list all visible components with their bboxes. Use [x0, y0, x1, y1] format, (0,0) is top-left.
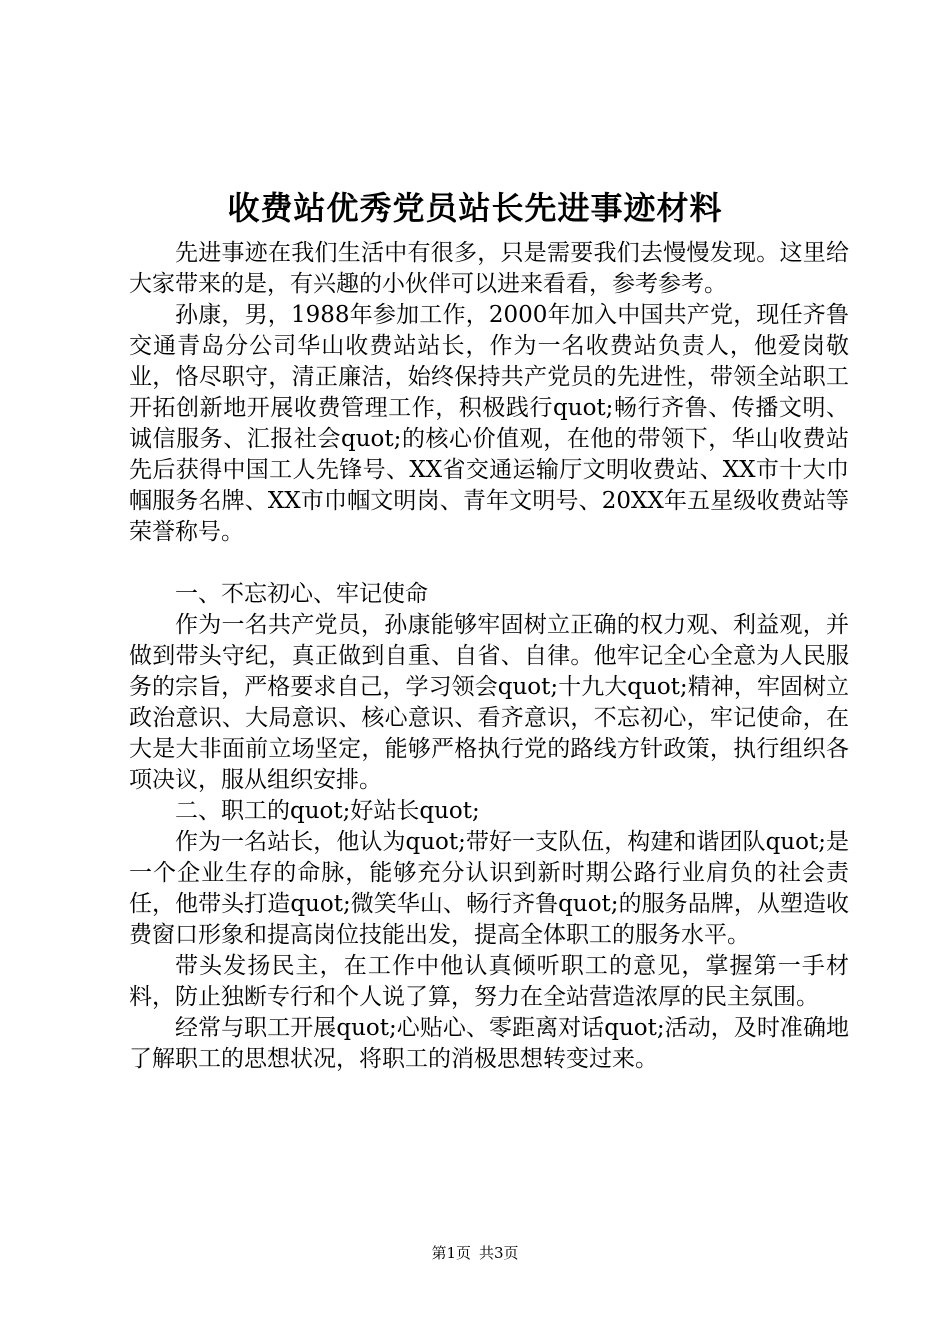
- page-number-total: 共3页: [479, 1244, 519, 1262]
- section-2-paragraph-3: 经常与职工开展quot;心贴心、零距离对话quot;活动，及时准确地了解职工的思想状况，将职工的消极思想转变过来。: [129, 1015, 849, 1072]
- profile-paragraph: 孙康，男，1988年参加工作，2000年加入中国共产党，现任齐鲁交通青岛分公司华山收费站站长，作为一名收费站负责人，他爱岗敬业，恪尽职守，清正廉洁，始终保持共产党员的先进性，带领全站职工开拓创新地开展收费管理工作，积极践行quot;畅行齐鲁、传播文明、诚信服务、汇报社会quot;的核心价值观，在他的带领下，华山收费站先后获得中国工人先锋号、XX省交通运输厅文明收费站、XX市十大巾帼服务名牌、XX市巾帼文明岗、青年文明号、20XX年五星级收费站等荣誉称号。: [129, 302, 849, 545]
- section-heading-2: 二、职工的quot;好站长quot;: [175, 798, 480, 824]
- section-2-paragraph-1: 作为一名站长，他认为quot;带好一支队伍，构建和谐团队quot;是一个企业生存的命脉，能够充分认识到新时期公路行业肩负的社会责任，他带头打造quot;微笑华山、畅行齐鲁quot;的服务品牌，从塑造收费窗口形象和提高岗位技能出发，提高全体职工的服务水平。: [129, 829, 849, 948]
- section-2-paragraph-2: 带头发扬民主，在工作中他认真倾听职工的意见，掌握第一手材料，防止独断专行和个人说了算，努力在全站营造浓厚的民主氛围。: [129, 953, 849, 1010]
- document-body: [129, 238, 849, 1075]
- section-1-paragraph: 作为一名共产党员，孙康能够牢固树立正确的权力观、利益观，并做到带头守纪，真正做到自重、自省、自律。他牢记全心全意为人民服务的宗旨，严格要求自己，学习领会quot;十九大quot;精神，牢固树立政治意识、大局意识、核心意识、看齐意识，不忘初心，牢记使命，在大是大非面前立场坚定，能够严格执行党的路线方针政策，执行组织各项决议，服从组织安排。: [129, 612, 849, 793]
- document-title: 收费站优秀党员站长先进事迹材料: [227, 189, 723, 227]
- page-number-current: 第1页: [431, 1244, 471, 1262]
- section-heading-1: 一、不忘初心、牢记使命: [175, 581, 428, 607]
- intro-paragraph: 先进事迹在我们生活中有很多，只是需要我们去慢慢发现。这里给大家带来的是，有兴趣的小伙伴可以进来看看，参考参考。: [129, 240, 849, 297]
- page-footer: [0, 1243, 950, 1263]
